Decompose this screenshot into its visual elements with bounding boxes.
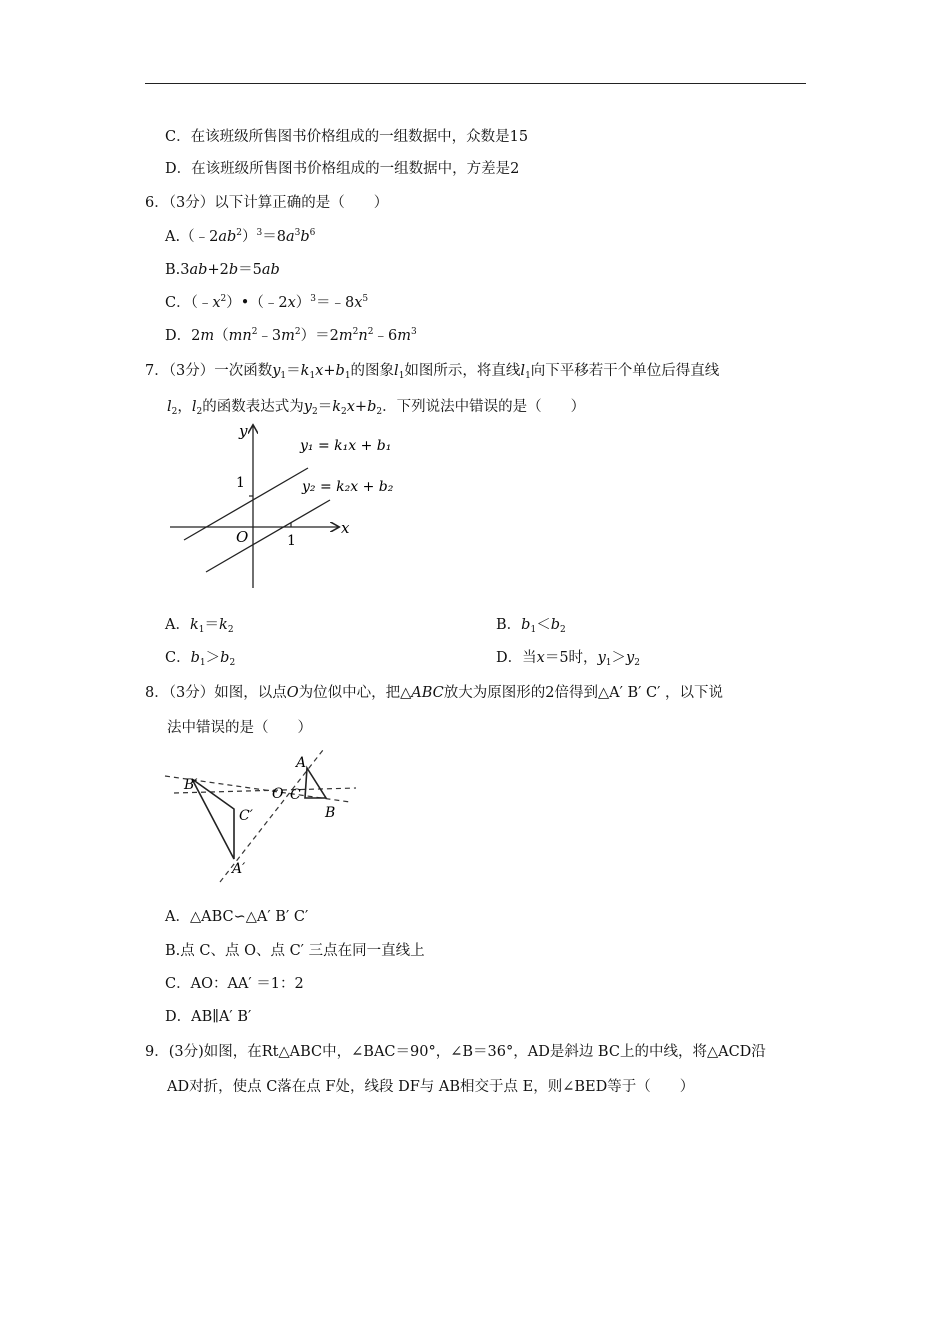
q8-option-d: D．AB∥A′ B′ — [165, 1009, 252, 1025]
q7-option-c: C．$b_1>b_2$ — [165, 650, 236, 668]
triangle-a2b2c2 — [192, 779, 234, 859]
header-rule — [145, 83, 806, 84]
q6-option-a: $A.(﹣2ab^2)^3=8a^3b^6$ — [165, 228, 316, 245]
line2-label: y₂ = k₂x + b₂ — [302, 479, 394, 495]
q9-stem-line1: 9．(3分)如图，在Rt△ABC中，∠BAC＝90°，∠B＝36°，AD是斜边 BC上的中线，将△ACD沿 — [145, 1044, 766, 1060]
q6-stem: 6．（3分）以下计算正确的是（ ） — [145, 195, 389, 211]
q6-option-d: D．$2m(mn^2﹣3m^2)=2m^2n^2﹣6m^3$ — [165, 327, 417, 344]
label-a2: A′ — [232, 861, 246, 877]
q9-stem-line2: AD对折，使点 C落在点 F处，线段 DF与 AB相交于点 E，则∠BED等于（ ） — [167, 1079, 695, 1095]
q8-stem-line1: 8．（3分）如图，以点O为位似中心，把△ABC放大为原图形的2倍得到△A′ B′ C′ ，以下说 — [145, 685, 724, 701]
label-b2: B′ — [184, 777, 198, 793]
q7-stem-line2: $l_2$，$l_2$的函数表达式为$y_2=k_2x+b_2$．下列说法中错误的是（ ） — [167, 399, 586, 417]
q7-function-graph — [170, 418, 400, 593]
y-axis-label: y — [239, 422, 248, 440]
triangle-abc — [305, 768, 326, 798]
label-o: O — [272, 786, 284, 802]
y-tick-1: 1 — [236, 475, 245, 491]
q6-option-c: C．$(﹣x^2)•(﹣2x)^3=﹣8x^5$ — [165, 294, 369, 311]
label-b: B — [325, 805, 336, 821]
origin-label: O — [236, 528, 249, 546]
q8-option-a: A．△ABC∽△A′ B′ C′ — [165, 909, 309, 925]
q7-option-a: A．$k_1=k_2$ — [165, 617, 234, 635]
q8-option-b: B.点 C、点 O、点 C′ 三点在同一直线上 — [165, 943, 425, 959]
label-c2: C′ — [239, 808, 253, 824]
q6-option-b: B.3ab+2b＝5ab — [165, 262, 280, 278]
line1-label: y₁ = k₁x + b₁ — [300, 438, 392, 454]
x-tick-1: 1 — [287, 533, 296, 549]
q8-similarity-figure — [160, 746, 360, 886]
label-a: A — [296, 755, 307, 771]
q8-stem-line2: 法中错误的是（ ） — [167, 720, 312, 736]
q7-stem-line1: 7．（3分）一次函数$y_1=k_1x+b_1$的图象$l_1$如图所示，将直线$l_1$向下平移若干个单位后得直线 — [145, 363, 720, 381]
x-axis-label: x — [341, 519, 350, 537]
q5-option-c: C．在该班级所售图书价格组成的一组数据中，众数是15 — [165, 129, 529, 145]
q8-option-c: C．AO：AA′ ＝1：2 — [165, 976, 304, 992]
label-c: C — [290, 787, 301, 803]
q7-option-b: B．$b_1<b_2$ — [496, 617, 566, 635]
line-l2 — [206, 500, 330, 572]
q5-option-d: D．在该班级所售图书价格组成的一组数据中，方差是2 — [165, 161, 520, 177]
q7-option-d: D．当x＝5时，$y_1>y_2$ — [496, 650, 640, 668]
